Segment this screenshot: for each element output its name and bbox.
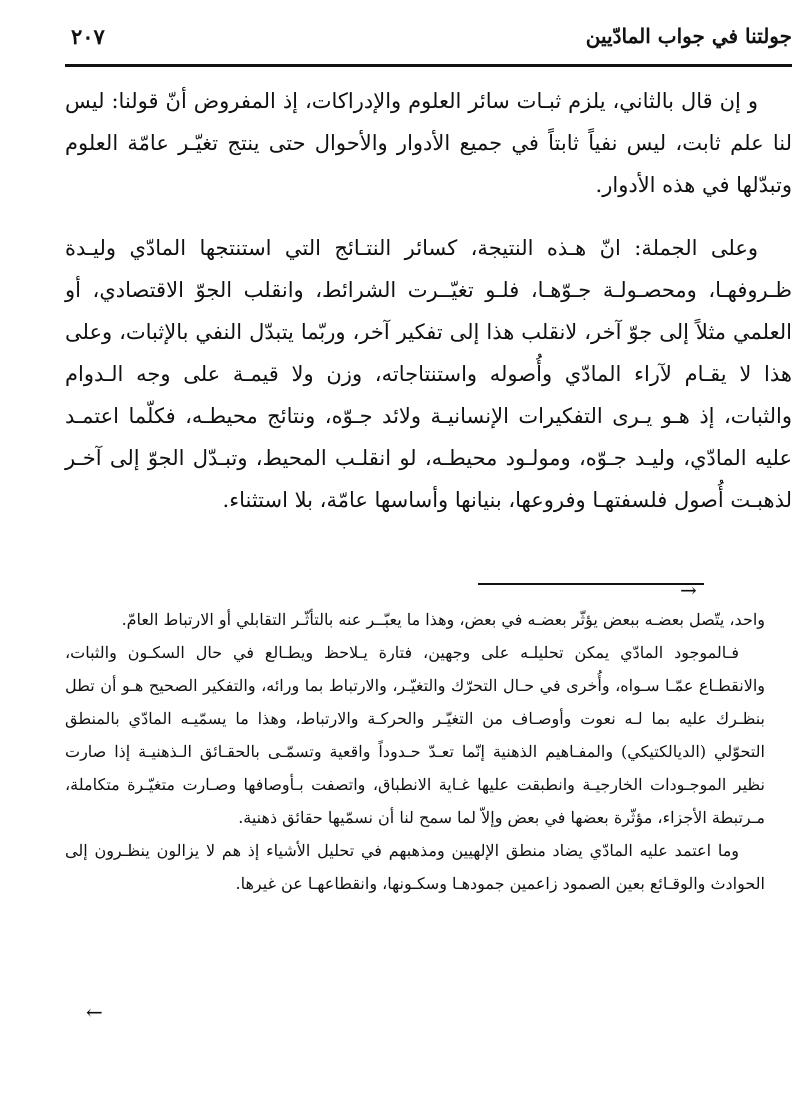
footnote-separator-rule bbox=[478, 583, 704, 585]
footnote-paragraph: وما اعتمد عليه المادّي يضاد منطق الإلهيين ومذهبهم في تحليل الأشياء إذ هم لا يزالون ينظـرون إلى الحوادث والوقـائع بعين الصمود زاعمين جمودهـا وسكـونها، وانقطاعهـا عن غيرها. bbox=[65, 841, 765, 893]
continuation-arrow-icon: → bbox=[680, 578, 697, 602]
page-number: ٢٠٧ bbox=[71, 24, 105, 49]
main-paragraph: و إن قال بالثاني، يلزم ثبـات سائر العلوم والإدراكات، إذ المفروض أنّ قولنا: ليس لنا علم ثابت، ليس نفياً ثابتاً في جميع الأدوار والأحوال حتى ينتج تغيّـر عامّة العلوم وتبدّلها في هذه الأدوار. bbox=[65, 89, 792, 197]
main-text-body bbox=[65, 80, 792, 521]
running-header bbox=[65, 22, 792, 62]
continuation-arrow-icon: ← bbox=[86, 1000, 103, 1024]
footnote-block bbox=[65, 603, 765, 900]
footnote-paragraph: واحد، يتّصل بعضـه ببعض يؤثّر بعضـه في بعض، وهذا ما يعبّــر عنه بالتأثّـر التقابلي أو الارتباط العامّ. bbox=[121, 610, 765, 629]
running-header-title: جولتنا في جواب المادّيين bbox=[585, 24, 792, 48]
main-paragraph: وعلى الجملة: انّ هـذه النتيجة، كسائر النتـائج التي استنتجها المادّي وليـدة ظـروفهـا، ومحصـولـة جـوّهـا، فلـو تغيّــرت الشرائط، وانقلب الجوّ الاقتصادي، أو العلمي مثلاً إلى جوّ آخر، لانقلب هذا إلى تفكير آخر، وربّما يتبدّل النفي بالإثبات، وعلى هذا لا يقـام لآراء المادّي وأُصوله واستنتاجاته، وزن ولا قيمـة على وجه الـدوام والثبات، إذ هـو يـرى التفكيرات الإنسانيـة ولائد جـوّه، ونتائج محيطـه، فكلّما اعتمـد عليه المادّي، وليـد جـوّه، ومولـود محيطـه، لو انقلـب المحيط، وتبـدّل الجوّ إلى آخـر لذهبـت أُصول فلسفتهـا وفروعها، بنيانها وأساسها عامّة، بلا استثناء. bbox=[65, 236, 792, 512]
footnote-paragraph: فـالموجود المادّي يمكن تحليلـه على وجهين، فتارة يـلاحظ ويطـالع في حال السكـون والثبات، والانقطـاع عمّـا سـواه، وأُخرى في حـال التحرّك والتغيّـر، والارتباط بما ورائه، والتفكير الصحيح هـو أن تطل بنظـرك عليه بما لـه نعوت وأوصـاف من التغيّـر والحركـة والارتباط، وهذا ما يسمّيـه المادّي بالمنطق التحوّلي (الديالكتيكي) والمفـاهيم الذهنية إنّما تعـدّ حـدوداً واقعية وتسمّـى بالحقـائق الـذهنيـة إذا صارت نظير الموجـودات الخارجيـة وانطبقت عليها غـاية الانطباق، واتصفت بـأوصافها وصـارت متغيّـرة متكاملة، مـرتبطة الأجزاء، مؤثّرة بعضها في بعض وإلاّ لما سمح لنا أن نسمّيها حقائق ذهنية. bbox=[65, 643, 766, 827]
header-rule bbox=[65, 64, 792, 67]
